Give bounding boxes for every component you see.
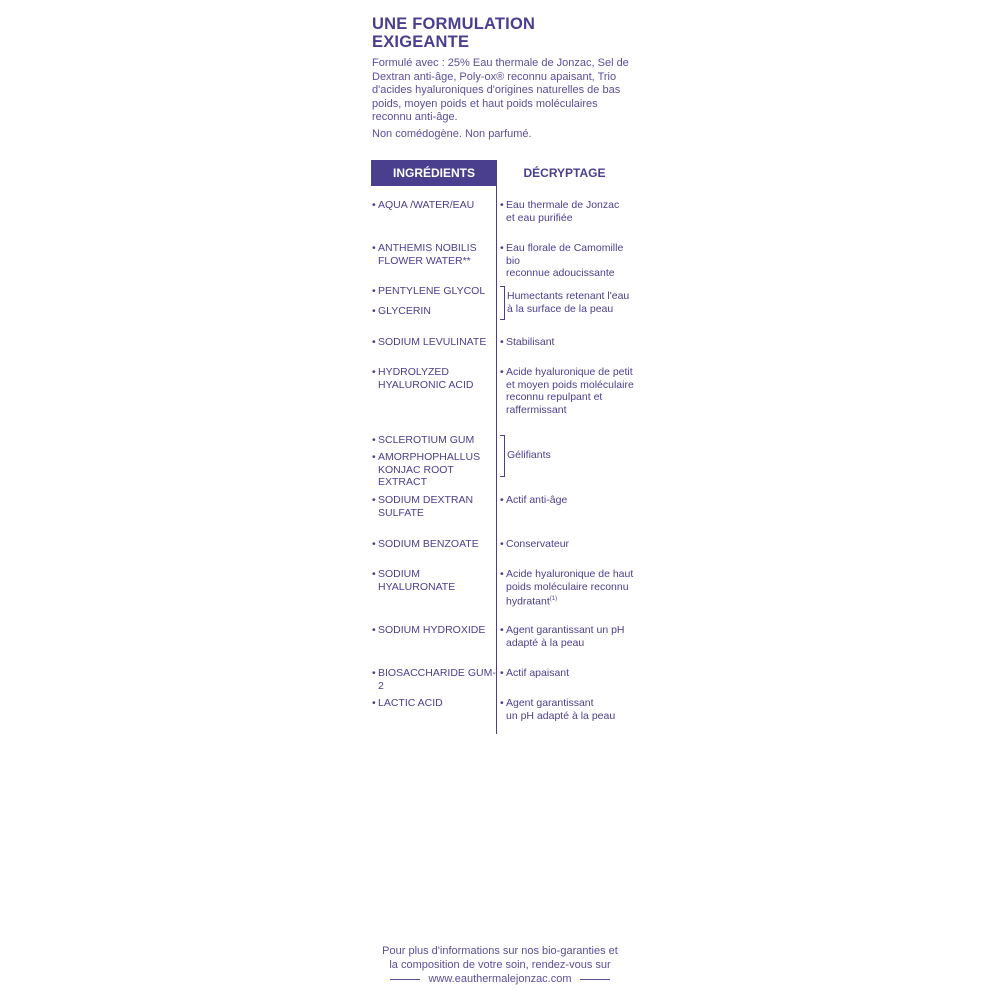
decryptage-line: Eau florale de Camomille bio (506, 242, 624, 267)
ingredient-name-line: BIOSACCHARIDE GUM-2 (378, 667, 496, 692)
decryptage-line: Stabilisant (506, 336, 555, 348)
decryptage-line: Actif anti-âge (506, 494, 568, 506)
decryptage-item (500, 199, 635, 224)
decryptage-item (500, 624, 635, 649)
bullet-icon: • (372, 538, 376, 550)
ingredient-item (372, 336, 496, 349)
footnote-mark: (1) (549, 596, 558, 602)
bullet-icon: • (500, 538, 504, 550)
decryptage-item (500, 697, 635, 722)
ingredient-item (372, 199, 496, 212)
bullet-icon: • (372, 451, 376, 463)
decryptage-item (500, 366, 635, 416)
decryptage-item (500, 242, 635, 280)
decryptage-line-text: hydratant (506, 595, 550, 608)
ingredient-name-line: SODIUM HYALURONATE (378, 568, 456, 593)
decryptage-item (507, 290, 642, 315)
decryptage-item (507, 449, 642, 462)
bullet-icon: • (500, 366, 504, 378)
decryptage-line: Gélifiants (507, 449, 551, 461)
decryptage-line: reconnue adoucissante (506, 267, 615, 279)
bullet-icon: • (500, 494, 504, 506)
intro-paragraph: Formulé avec : 25% Eau thermale de Jonzac, Sel de Dextran anti-âge, Poly-ox® reconnu apaisant, Trio d'acides hyaluroniques d'origines naturelles de bas poids, moyen poids et haut poids moléculaires reconnu anti-âge. (372, 57, 629, 123)
bullet-icon: • (372, 624, 376, 636)
decryptage-line: et moyen poids moléculaire (506, 378, 634, 391)
ingredient-item (372, 285, 496, 298)
decryptage-line: poids moléculaire reconnu (506, 580, 629, 593)
decryptage-line: et eau purifiée (506, 211, 573, 224)
decryptage-line: Acide hyaluronique de petit (506, 366, 633, 378)
ingredient-item (372, 538, 496, 551)
ingredient-name-line: FLOWER WATER** (378, 254, 471, 267)
bullet-icon: • (372, 199, 376, 211)
decryptage-line: reconnu repulpant et (506, 391, 603, 403)
website-link[interactable]: www.eauthermalejonzac.com (428, 973, 572, 985)
section-heading (372, 15, 632, 51)
ingredient-name-line: SULFATE (378, 506, 424, 519)
divider-rule (390, 979, 420, 980)
bullet-icon: • (500, 242, 504, 254)
decryptage-line: Agent garantissant (506, 697, 594, 709)
decryptage-line: Agent garantissant un pH (506, 624, 625, 636)
ingredient-name-line: LACTIC ACID (378, 697, 443, 709)
ingredient-item (372, 697, 496, 710)
ingredient-item (372, 494, 496, 519)
decryptage-line: raffermissant (506, 403, 567, 416)
footer-url-row (370, 972, 630, 986)
decryptage-line (500, 593, 635, 608)
group-bracket (500, 435, 505, 477)
decryptage-line: un pH adapté à la peau (506, 709, 616, 722)
decryptage-line: Eau thermale de Jonzac (506, 199, 620, 211)
bullet-icon: • (372, 697, 376, 709)
ingredient-name-line: SODIUM DEXTRAN (378, 494, 474, 506)
decryptage-line: Acide hyaluronique de haut (506, 568, 634, 580)
ingredient-name-line: GLYCERIN (378, 305, 431, 317)
decryptage-item (500, 494, 635, 507)
ingredient-item (372, 366, 496, 391)
bullet-icon: • (372, 434, 376, 446)
ingredient-name-line: HYALURONIC ACID (378, 378, 474, 391)
footer-note (370, 944, 630, 986)
bullet-icon: • (372, 285, 376, 297)
ingredient-name-line: ANTHEMIS NOBILIS (378, 242, 477, 254)
decryptage-line: Conservateur (506, 538, 570, 550)
bullet-icon: • (372, 305, 376, 317)
bullet-icon: • (500, 667, 504, 679)
bullet-icon: • (500, 568, 504, 580)
bullet-icon: • (372, 494, 376, 506)
ingredient-name-line: AQUA /WATER/EAU (378, 199, 475, 211)
decryptage-item (500, 538, 635, 551)
ingredient-name-line: SCLEROTIUM GUM (378, 434, 475, 446)
bullet-icon: • (372, 568, 376, 580)
ingredient-item (372, 568, 496, 593)
ingredient-name-line: HYDROLYZED (378, 366, 449, 378)
divider-rule (580, 979, 610, 980)
decryptage-line: adapté à la peau (506, 636, 585, 649)
ingredient-name-line: KONJAC ROOT EXTRACT (378, 463, 454, 488)
column-header-decryptage: DÉCRYPTAGE (523, 166, 606, 180)
ingredient-item (372, 305, 496, 318)
decryptage-line: à la surface de la peau (507, 302, 614, 315)
formulation-intro (372, 57, 634, 141)
bullet-icon: • (500, 336, 504, 348)
decryptage-item (500, 667, 635, 680)
bullet-icon: • (500, 624, 504, 636)
ingredient-name-line: PENTYLENE GLYCOL (378, 285, 486, 297)
bullet-icon: • (372, 336, 376, 348)
ingredient-item (372, 451, 496, 489)
bullet-icon: • (372, 667, 376, 679)
bullet-icon: • (500, 697, 504, 709)
bullet-icon: • (500, 199, 504, 211)
ingredient-item (372, 624, 496, 637)
footer-line-2: la composition de votre soin, rendez-vous sur (389, 959, 611, 971)
bullet-icon: • (372, 242, 376, 254)
intro-claims: Non comédogène. Non parfumé. (372, 127, 532, 140)
ingredient-name-line: AMORPHOPHALLUS (378, 451, 481, 463)
ingredient-item (372, 242, 496, 267)
bullet-icon: • (372, 366, 376, 378)
footer-line-1: Pour plus d'informations sur nos bio-garanties et (382, 945, 618, 957)
group-bracket (500, 286, 505, 320)
ingredient-item (372, 667, 496, 692)
decryptage-item (500, 336, 635, 349)
ingredient-name-line: SODIUM HYDROXIDE (378, 624, 486, 636)
column-divider (496, 186, 497, 734)
ingredient-name-line: SODIUM LEVULINATE (378, 336, 487, 348)
heading-line-1: UNE FORMULATION (372, 15, 536, 33)
ingredient-name-line: SODIUM BENZOATE (378, 538, 479, 550)
column-header-ingredients: INGRÉDIENTS (371, 160, 497, 186)
ingredient-item (372, 434, 496, 447)
decryptage-line: Humectants retenant l'eau (507, 290, 630, 302)
decryptage-line: Actif apaisant (506, 667, 570, 679)
decryptage-item (500, 568, 635, 608)
heading-line-2: EXIGEANTE (372, 33, 470, 51)
